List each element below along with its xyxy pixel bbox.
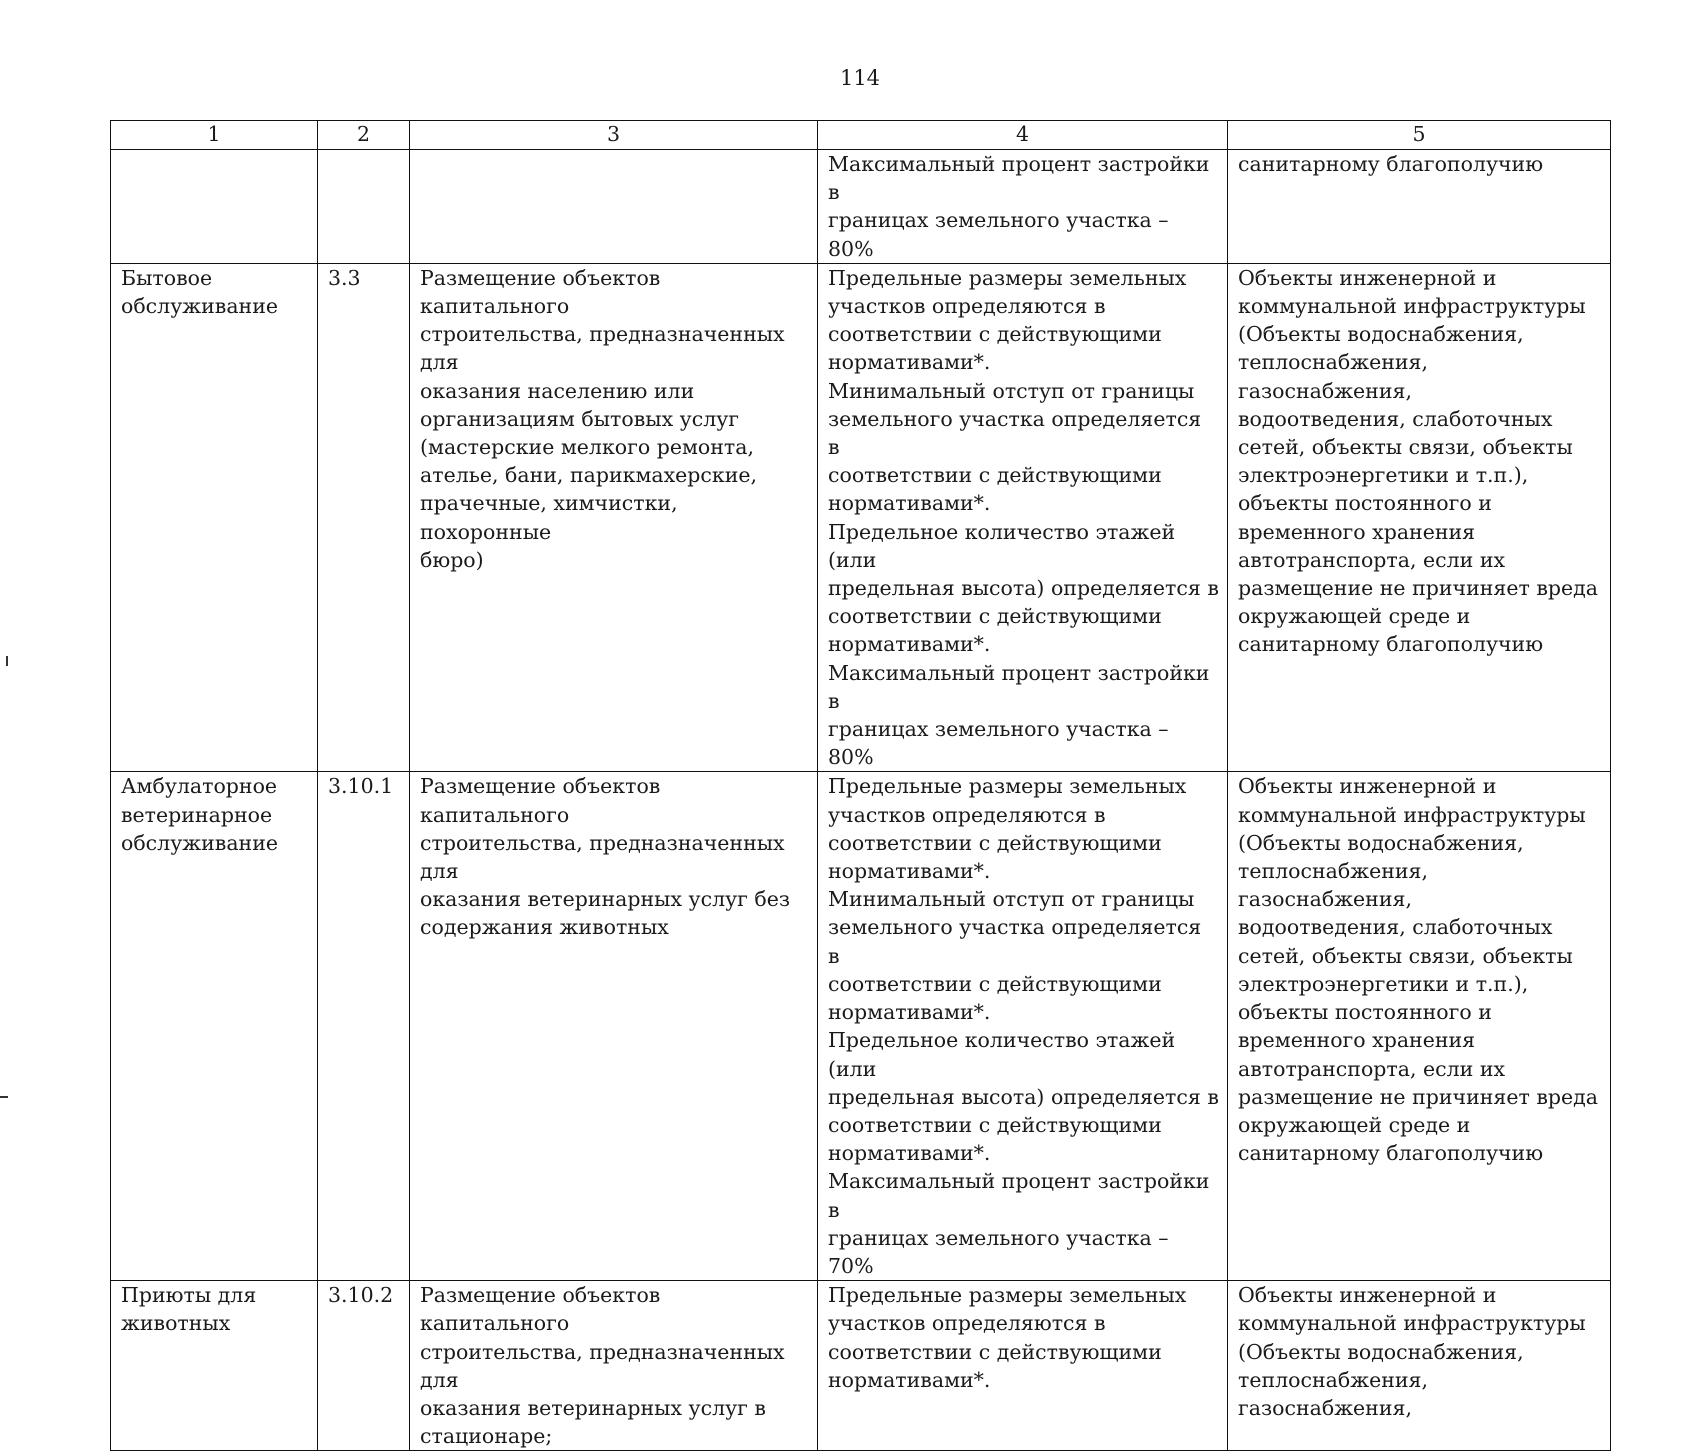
use-description: Размещение объектов капитального строительства, предназначенных для оказания населению или организациям бытовых услуг (мастерские мелкого ремонта, ателье, бани, парикмахерские, прачечные, химчистки, похоронные бюро) bbox=[420, 265, 785, 572]
auxiliary-uses: санитарному благополучию bbox=[1238, 152, 1544, 176]
use-name-cell bbox=[111, 150, 318, 264]
table-row bbox=[111, 150, 1611, 264]
use-code-cell bbox=[318, 263, 410, 772]
use-parameters: Предельные размеры земельных участков определяются в соответствии с действующими нормативами*. Минимальный отступ от границы земельного участка определяется в соответствии с действующими нормативами*. Предельное количество этажей (или предельная высота) определяется в соответствии с действующими нормативами*. Максимальный процент застройки в границах земельного участка – 80% bbox=[828, 265, 1219, 770]
use-name: Бытовое обслуживание bbox=[121, 265, 278, 319]
auxiliary-uses: Объекты инженерной и коммунальной инфраструктуры (Объекты водоснабжения, теплоснабжения, газоснабжения, водоотведения, слаботочных сетей, объекты связи, объекты электроэнергетики и т.п.), объекты постоянного и временного хранения автотранспорта, если их размещение не причиняет вреда окружающей среде и санитарному благополучию bbox=[1238, 265, 1598, 657]
auxiliary-uses: Объекты инженерной и коммунальной инфраструктуры (Объекты водоснабжения, теплоснабжения, газоснабжения, bbox=[1238, 1283, 1586, 1420]
parameters-cell bbox=[818, 263, 1228, 772]
column-header: 4 bbox=[818, 121, 1228, 150]
auxiliary-cell bbox=[1228, 1281, 1611, 1451]
use-name: Приюты для животных bbox=[121, 1283, 257, 1336]
auxiliary-cell bbox=[1228, 263, 1611, 772]
use-name-cell bbox=[111, 1281, 318, 1451]
description-cell bbox=[410, 150, 818, 264]
scan-artifact-mark bbox=[6, 656, 8, 666]
use-parameters: Предельные размеры земельных участков определяются в соответствии с действующими нормативами*. Минимальный отступ от границы земельного участка определяется в соответствии с действующими нормативами*. Предельное количество этажей (или предельная высота) определяется в соответствии с действующими нормативами*. Максимальный процент застройки в границах земельного участка – 70% bbox=[828, 774, 1219, 1278]
description-cell bbox=[410, 772, 818, 1281]
auxiliary-cell bbox=[1228, 150, 1611, 264]
use-description: Размещение объектов капитального строительства, предназначенных для оказания ветеринарных услуг в стационаре; bbox=[420, 1283, 785, 1449]
use-description: Размещение объектов капитального строительства, предназначенных для оказания ветеринарных услуг без содержания животных bbox=[420, 774, 791, 940]
use-name: Амбулаторное ветеринарное обслуживание bbox=[121, 774, 278, 855]
use-code-cell bbox=[318, 772, 410, 1281]
column-header: 2 bbox=[318, 121, 410, 150]
description-cell bbox=[410, 263, 818, 772]
table-row bbox=[111, 1281, 1611, 1451]
use-code-cell bbox=[318, 1281, 410, 1451]
use-name-cell bbox=[111, 772, 318, 1281]
parameters-cell bbox=[818, 150, 1228, 264]
column-header: 1 bbox=[111, 121, 318, 150]
auxiliary-cell bbox=[1228, 772, 1611, 1281]
use-code-cell bbox=[318, 150, 410, 264]
table-row bbox=[111, 772, 1611, 1281]
page-number: 114 bbox=[839, 66, 881, 90]
use-code: 3.10.2 bbox=[328, 1283, 394, 1308]
use-parameters: Максимальный процент застройки в границах земельного участка – 80% bbox=[828, 152, 1210, 261]
column-header: 3 bbox=[410, 121, 818, 150]
table-header-row bbox=[111, 121, 1611, 150]
land-use-table bbox=[110, 120, 1611, 1451]
scan-artifact-mark bbox=[0, 1096, 8, 1098]
use-parameters: Предельные размеры земельных участков определяются в соответствии с действующими нормативами*. bbox=[828, 1283, 1187, 1392]
use-code: 3.3 bbox=[328, 265, 361, 290]
table-row bbox=[111, 263, 1611, 772]
parameters-cell bbox=[818, 772, 1228, 1281]
use-name-cell bbox=[111, 263, 318, 772]
description-cell bbox=[410, 1281, 818, 1451]
use-code: 3.10.1 bbox=[328, 774, 394, 799]
column-header: 5 bbox=[1228, 121, 1611, 150]
parameters-cell bbox=[818, 1281, 1228, 1451]
auxiliary-uses: Объекты инженерной и коммунальной инфраструктуры (Объекты водоснабжения, теплоснабжения, газоснабжения, водоотведения, слаботочных сетей, объекты связи, объекты электроэнергетики и т.п.), объекты постоянного и временного хранения автотранспорта, если их размещение не причиняет вреда окружающей среде и санитарному благополучию bbox=[1238, 774, 1598, 1166]
